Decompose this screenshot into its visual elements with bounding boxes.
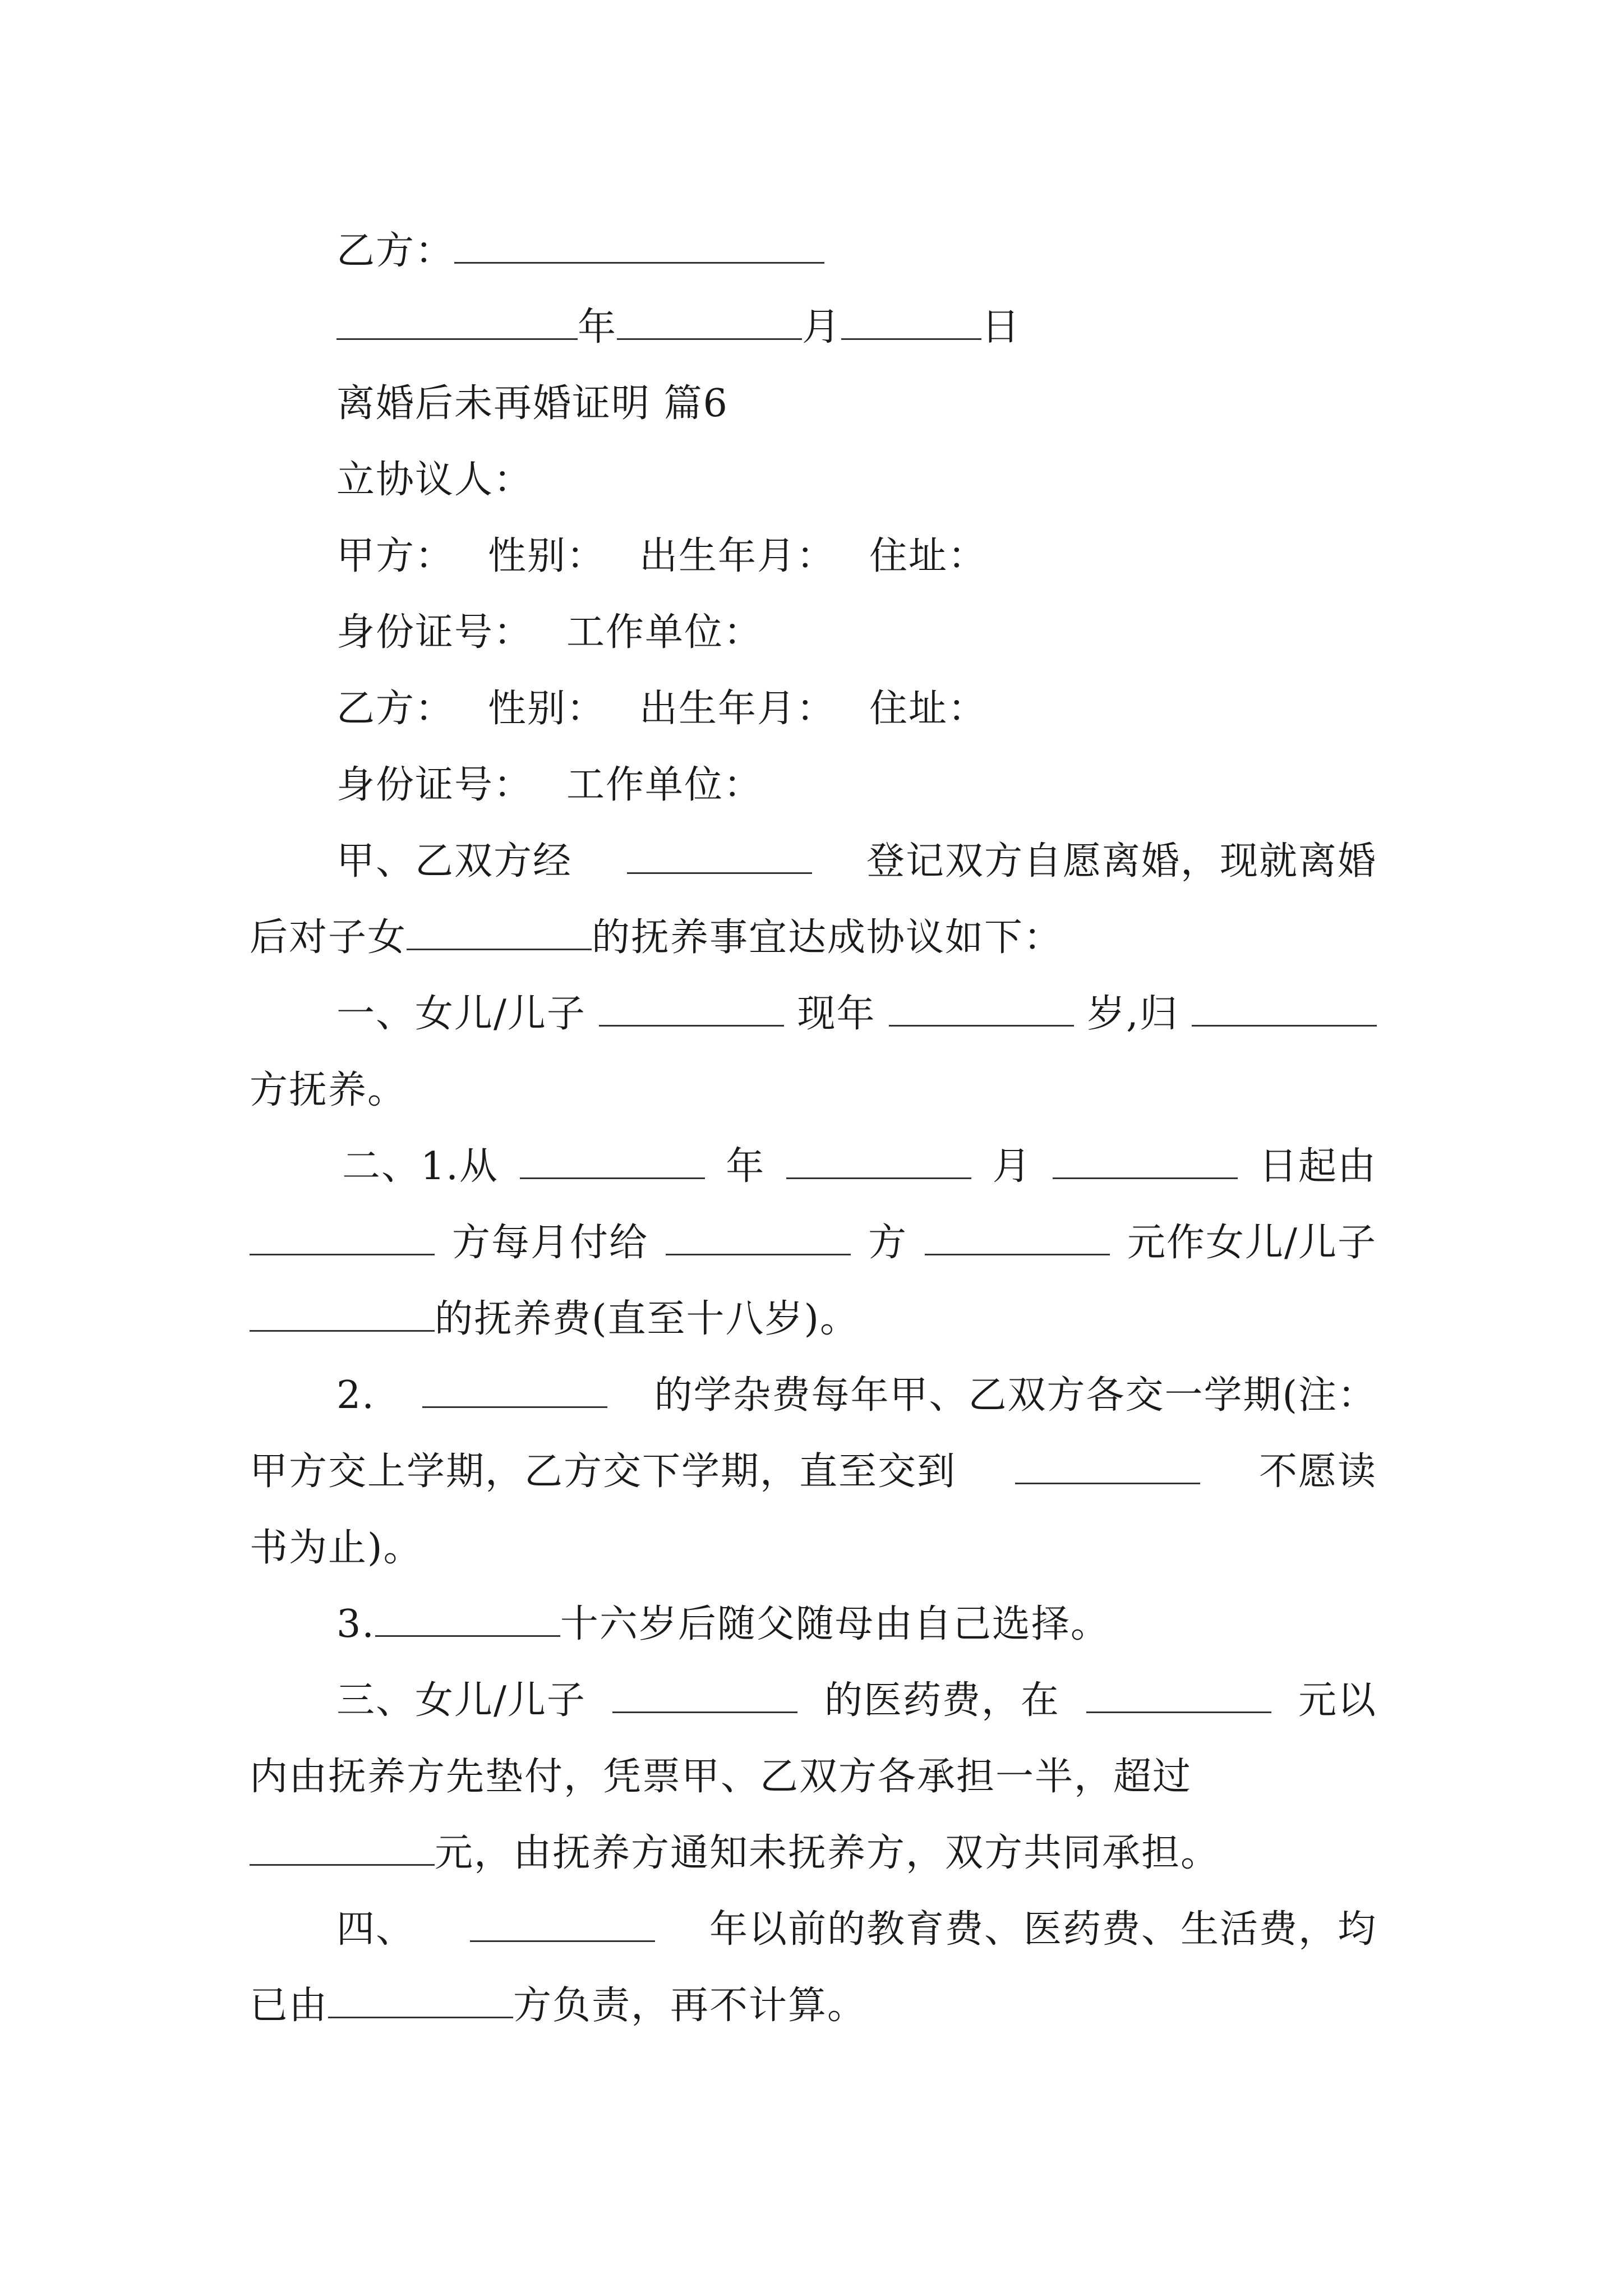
text-run: 四、 — [336, 1907, 416, 1952]
text-run: 已由 — [250, 1984, 329, 2028]
text-run: 甲方交上学期，乙方交下学期，直至交到 — [250, 1450, 957, 1494]
text-run: 方负责，再不计算。 — [513, 1984, 867, 2028]
blank[interactable] — [407, 917, 592, 950]
blank[interactable] — [627, 841, 812, 874]
blank[interactable] — [889, 993, 1074, 1027]
paragraph-4-line-1 — [250, 1358, 1377, 1434]
day-label: 日 — [981, 305, 1021, 349]
text-run: 的抚养费(直至十八岁)。 — [435, 1297, 860, 1341]
blank[interactable] — [250, 1299, 435, 1332]
paragraph-3-line-2 — [250, 1205, 1377, 1281]
text-run: 2. — [336, 1373, 375, 1418]
text-run: 一、女儿/儿子 — [336, 992, 586, 1036]
party-b-label: 乙方： — [336, 687, 455, 731]
blank[interactable] — [422, 1375, 607, 1408]
signature-blank[interactable] — [454, 231, 824, 264]
party-b-address-label: 住址： — [869, 687, 988, 731]
text-run: 元作女儿/儿子 — [1127, 1221, 1377, 1265]
party-a-id-line — [250, 595, 1377, 671]
blank[interactable] — [375, 1604, 560, 1637]
party-a-employer-label: 工作单位： — [566, 610, 763, 655]
paragraph-6-line-2: 内由抚养方先垫付，凭票甲、乙双方各承担一半，超过 — [250, 1755, 1192, 1799]
year-blank[interactable] — [336, 307, 578, 340]
party-a-id-label: 身份证号： — [336, 610, 533, 655]
text-run: 登记双方自愿离婚，现就离婚 — [866, 839, 1377, 884]
month-label: 月 — [802, 305, 842, 349]
blank[interactable] — [599, 993, 784, 1027]
signature-date-line — [250, 289, 1377, 366]
party-b-employer-label: 工作单位： — [566, 763, 763, 807]
blank[interactable] — [1015, 1451, 1200, 1484]
text-run: 年以前的教育费、医药费、生活费，均 — [709, 1907, 1377, 1952]
party-a-gender-label: 性别： — [488, 534, 606, 578]
paragraph-1-line-2 — [250, 900, 1377, 976]
text-run: 方每月付给 — [452, 1221, 649, 1265]
paragraph-7-line-1 — [250, 1892, 1377, 1968]
paragraph-1-line-1 — [250, 823, 1377, 900]
party-a-label: 甲方： — [336, 534, 455, 578]
blank[interactable] — [666, 1222, 851, 1255]
text-run: 三、女儿/儿子 — [336, 1678, 586, 1723]
text-run: 的抚养事宜达成协议如下： — [592, 915, 1063, 960]
paragraph-6-line-1 — [250, 1663, 1377, 1739]
paragraph-3-line-1 — [250, 1129, 1377, 1205]
paragraph-4-line-2 — [250, 1434, 1377, 1510]
year-label: 年 — [578, 305, 617, 349]
party-b-id-line — [250, 747, 1377, 823]
signature-party-b-line — [250, 213, 1377, 289]
text-run: 不愿读 — [1258, 1450, 1377, 1494]
text-run: 二、1.从 — [342, 1144, 499, 1189]
text-run: 3. — [336, 1602, 375, 1646]
parties-intro: 立协议人： — [336, 458, 533, 502]
day-blank[interactable] — [841, 307, 981, 340]
blank[interactable] — [612, 1680, 797, 1713]
paragraph-2-line-1 — [250, 976, 1377, 1052]
party-a-birth-label: 出生年月： — [639, 534, 836, 578]
paragraph-4-line-3: 书为止)。 — [250, 1526, 423, 1570]
blank[interactable] — [250, 1222, 435, 1255]
text-run: 月 — [992, 1144, 1032, 1189]
blank[interactable] — [925, 1222, 1110, 1255]
document-body — [250, 213, 1377, 2044]
text-run: 甲、乙双方经 — [336, 839, 573, 884]
blank[interactable] — [328, 1985, 513, 2018]
blank[interactable] — [1086, 1680, 1271, 1713]
blank[interactable] — [250, 1833, 435, 1866]
party-b-id-label: 身份证号： — [336, 763, 533, 807]
party-b-info-line — [250, 671, 1377, 747]
paragraph-3-line-3 — [250, 1281, 1377, 1358]
party-a-address-label: 住址： — [869, 534, 988, 578]
text-run: 的学杂费每年甲、乙双方各交一学期(注： — [654, 1373, 1377, 1418]
text-run: 日起由 — [1258, 1144, 1377, 1189]
paragraph-2-line-2: 方抚养。 — [250, 1068, 407, 1112]
text-run: 岁,归 — [1087, 992, 1179, 1036]
paragraph-6-line-3 — [250, 1815, 1377, 1892]
paragraph-7-line-2 — [250, 1968, 1377, 2044]
text-run: 后对子女 — [250, 915, 407, 960]
signature-party-b-label: 乙方： — [336, 229, 455, 273]
text-run: 元以 — [1298, 1678, 1377, 1723]
blank[interactable] — [786, 1146, 971, 1179]
blank[interactable] — [1053, 1146, 1238, 1179]
party-a-info-line — [250, 518, 1377, 595]
text-run: 十六岁后随父随母由自己选择。 — [560, 1602, 1110, 1646]
text-run: 方 — [868, 1221, 908, 1265]
blank[interactable] — [470, 1909, 655, 1942]
article-heading: 离婚后未再婚证明 篇6 — [336, 381, 728, 426]
party-b-gender-label: 性别： — [488, 687, 606, 731]
blank[interactable] — [520, 1146, 705, 1179]
month-blank[interactable] — [617, 307, 802, 340]
blank[interactable] — [1192, 993, 1377, 1027]
paragraph-5-line-1 — [250, 1586, 1377, 1663]
text-run: 现年 — [797, 992, 876, 1036]
text-run: 元，由抚养方通知未抚养方，双方共同承担。 — [435, 1831, 1220, 1875]
party-b-birth-label: 出生年月： — [639, 687, 836, 731]
text-run: 的医药费，在 — [824, 1678, 1060, 1723]
text-run: 年 — [726, 1144, 766, 1189]
